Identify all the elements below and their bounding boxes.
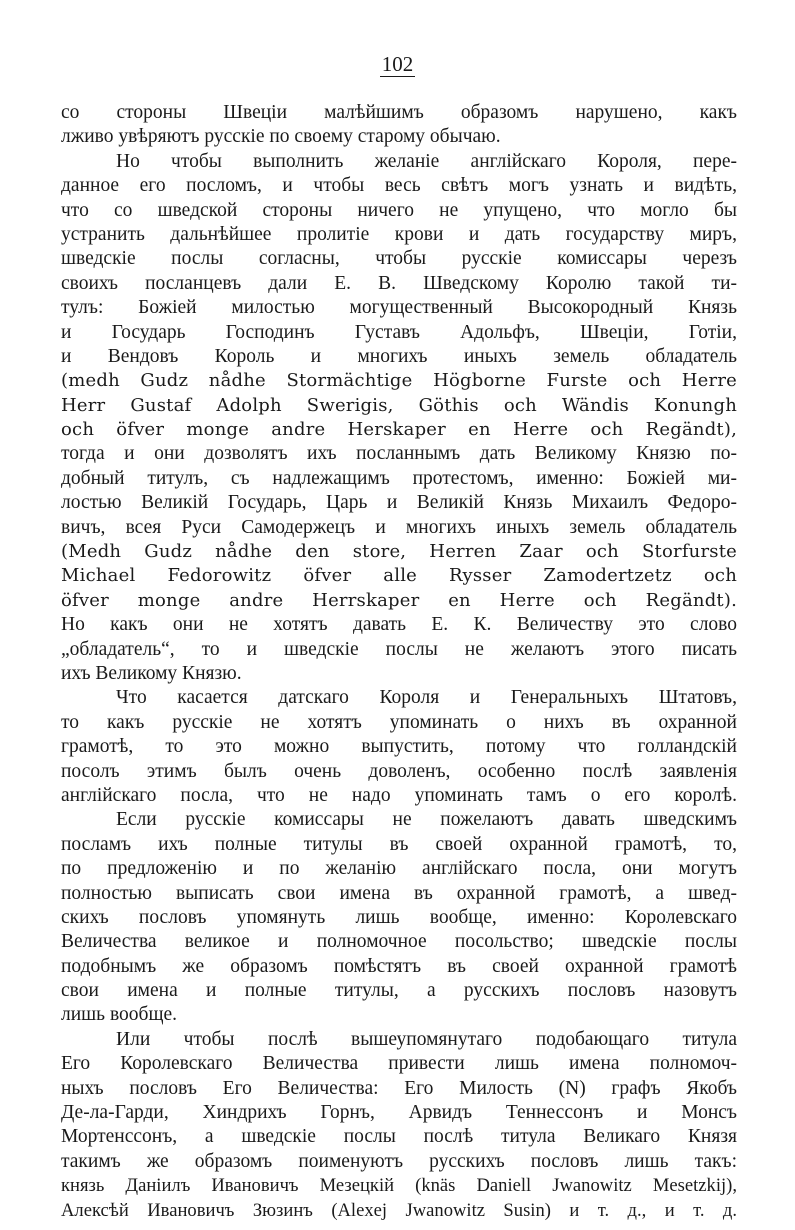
text-line: тогда и они дозволятъ ихъ посланнымъ дать Великому Князю по- <box>61 443 737 465</box>
page-number <box>0 52 795 77</box>
text-line: лживо увѣряютъ русскіе по своему старому обычаю. <box>61 126 501 148</box>
text-line: Алексѣй Ивановичъ Зюзинъ (Alexej Jwanowitz Susin) и т. д., и т. д. <box>61 1199 737 1221</box>
text-line: Или чтобы послѣ вышеупомянутаго подобающаго титула <box>116 1028 737 1050</box>
text-line: Мортенссонъ, а шведскіе послы послѣ титула Великаго Князя <box>61 1126 737 1148</box>
text-line: данное его посломъ, и чтобы весь свѣтъ могъ узнать и видѣть, <box>61 175 737 197</box>
text-line: шведскіе послы согласны, чтобы русскіе комиссары черезъ <box>61 248 737 270</box>
text-line: по предложенію и по желанію англійскаго посла, они могутъ <box>61 858 737 880</box>
text-line: и Вендовъ Король и многихъ иныхъ земель обладатель <box>61 345 737 367</box>
text-line: устранить дальнѣйшее пролитіе крови и дать государству миръ, <box>61 223 737 245</box>
text-line: англійскаго посла, что не надо упоминать тамъ о его королѣ. <box>61 784 737 806</box>
text-line: öfver monge andre Herrskaper en Herre och Regändt). <box>61 589 737 611</box>
text-line: „обладатель“, то и шведскіе послы не желаютъ этого писать <box>61 638 737 660</box>
text-line: лостью Великій Государь, Царь и Великій Князь Михаилъ Федоро- <box>61 492 737 514</box>
page-number-text: 102 <box>381 52 414 76</box>
body-text <box>61 101 737 1223</box>
text-line: тулъ: Божіей милостью могущественный Высокородный Князь <box>61 297 737 319</box>
text-line: посолъ этимъ былъ очень доволенъ, особенно послѣ заявленія <box>61 760 737 782</box>
text-line: Его Королевскаго Величества привести лишь имена полномоч- <box>61 1053 737 1075</box>
text-line: что со шведской стороны ничего не упущено, что могло бы <box>61 199 737 221</box>
text-line: Но какъ они не хотятъ давать Е. К. Величеству это слово <box>61 614 737 636</box>
text-line: свои имена и полные титулы, а русскихъ пословъ назовутъ <box>61 980 737 1002</box>
text-line: Величества великое и полномочное посольство; шведскіе послы <box>61 931 737 953</box>
text-line: своихъ посланцевъ дали Е. В. Шведскому Королю такой ти- <box>61 272 737 294</box>
text-line: Если русскіе комиссары не пожелаютъ давать шведскимъ <box>116 809 737 831</box>
text-line: такимъ же образомъ поименуютъ русскихъ пословъ лишь такъ: <box>61 1150 737 1172</box>
text-line: Herr Gustaf Adolph Swerigis, Göthis och Wändis Konungh <box>61 394 737 416</box>
text-line: Де-ла-Гарди, Хиндрихъ Горнъ, Арвидъ Теннессонъ и Монсъ <box>61 1102 737 1124</box>
text-line: то какъ русскіе не хотятъ упоминать о нихъ въ охранной <box>61 711 737 733</box>
text-line: вичъ, всея Руси Самодержецъ и многихъ иныхъ земель обладатель <box>61 516 737 538</box>
text-line: Michael Fedorowitz öfver alle Rysser Zamodertzetz och <box>61 565 737 587</box>
text-line: подобнымъ же образомъ помѣстятъ въ своей охранной грамотѣ <box>61 955 737 977</box>
text-line: (Medh Gudz nådhe den store, Herren Zaar och Storfurste <box>61 541 737 563</box>
text-line: ныхъ пословъ Его Величества: Его Милость (N) графъ Якобъ <box>61 1077 737 1099</box>
text-line: (medh Gudz nådhe Stormächtige Högborne Furste och Herre <box>61 370 737 392</box>
text-line: князь Даніилъ Ивановичъ Мезецкій (knäs Daniell Jwanowitz Mesetzkij), <box>61 1175 737 1197</box>
text-line: со стороны Швеціи малѣйшимъ образомъ нарушено, какъ <box>61 102 737 123</box>
text-line: добный титулъ, съ надлежащимъ протестомъ, именно: Божіей ми- <box>61 467 737 489</box>
text-line: ихъ Великому Князю. <box>61 662 242 684</box>
text-line: скихъ пословъ упомянуть лишь вообще, именно: Королевскаго <box>61 906 737 928</box>
text-line: посламъ ихъ полные титулы въ своей охранной грамотѣ, то, <box>61 833 737 855</box>
text-line: лишь вообще. <box>61 1004 177 1026</box>
text-line: и Государь Господинъ Густавъ Адольфъ, Швеціи, Готіи, <box>61 321 737 343</box>
text-line: Но чтобы выполнить желаніе англійскаго Короля, пере- <box>116 150 737 172</box>
text-line: och öfver monge andre Herskaper en Herre och Regändt), <box>61 419 737 441</box>
text-line: полностью выписать свои имена въ охранной грамотѣ, а швед- <box>61 882 737 904</box>
text-line: грамотѣ, то это можно выпустить, потому что голландскій <box>61 736 737 758</box>
text-line: Что касается датскаго Короля и Генеральныхъ Штатовъ, <box>116 687 737 709</box>
